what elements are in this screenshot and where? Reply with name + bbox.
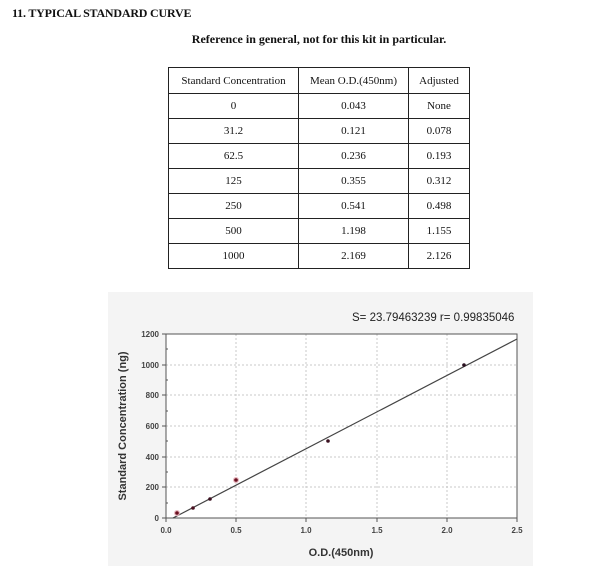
table-cell: 500 bbox=[169, 219, 299, 244]
subtitle: Reference in general, not for this kit in particular. bbox=[191, 32, 447, 46]
x-axis-label: O.D.(450nm) bbox=[308, 547, 374, 559]
y-tick-label: 0 bbox=[154, 514, 159, 523]
y-tick-label: 400 bbox=[145, 453, 159, 462]
table-cell: 250 bbox=[169, 194, 299, 219]
section-title: 11. TYPICAL STANDARD CURVE bbox=[12, 6, 192, 20]
table-cell: 0.121 bbox=[299, 119, 409, 144]
x-axis-tick-labels bbox=[160, 526, 523, 535]
y-tick-label: 600 bbox=[145, 422, 159, 431]
column-header: Adjusted bbox=[409, 68, 470, 94]
y-axis-tick-labels bbox=[141, 330, 159, 523]
data-point bbox=[462, 363, 466, 367]
x-tick-label: 2.0 bbox=[441, 526, 453, 535]
y-tick-label: 1200 bbox=[141, 330, 159, 339]
table-cell: 0.078 bbox=[409, 119, 470, 144]
table-cell: 125 bbox=[169, 169, 299, 194]
x-axis-ticks bbox=[166, 518, 517, 522]
x-tick-label: 1.0 bbox=[300, 526, 312, 535]
regression-equation: S= 23.79463239 r= 0.99835046 bbox=[352, 312, 515, 324]
x-tick-label: 0.0 bbox=[160, 526, 172, 535]
table-cell: 1.155 bbox=[409, 219, 470, 244]
table-cell: 2.126 bbox=[409, 244, 470, 269]
table-cell: 0.312 bbox=[409, 169, 470, 194]
table-cell: 0.236 bbox=[299, 144, 409, 169]
table-cell: 2.169 bbox=[299, 244, 409, 269]
table-cell: 0 bbox=[169, 94, 299, 119]
y-axis-label: Standard Concentration (ng) bbox=[117, 351, 129, 501]
x-tick-label: 0.5 bbox=[230, 526, 242, 535]
table-cell: 0.043 bbox=[299, 94, 409, 119]
table-cell: 1.198 bbox=[299, 219, 409, 244]
data-point bbox=[234, 478, 238, 482]
data-point bbox=[175, 511, 179, 515]
data-point bbox=[208, 497, 212, 501]
table-cell: 62.5 bbox=[169, 144, 299, 169]
column-header: Standard Concentration bbox=[169, 68, 299, 94]
table-cell: 0.541 bbox=[299, 194, 409, 219]
x-tick-label: 2.5 bbox=[511, 526, 523, 535]
y-tick-label: 200 bbox=[145, 483, 159, 492]
table-cell: None bbox=[409, 94, 470, 119]
y-tick-label: 800 bbox=[145, 391, 159, 400]
column-header: Mean O.D.(450nm) bbox=[299, 68, 409, 94]
data-point bbox=[191, 506, 195, 510]
table-cell: 0.498 bbox=[409, 194, 470, 219]
table-cell: 0.193 bbox=[409, 144, 470, 169]
data-point bbox=[326, 439, 330, 443]
table-cell: 31.2 bbox=[169, 119, 299, 144]
table-cell: 0.355 bbox=[299, 169, 409, 194]
y-tick-label: 1000 bbox=[141, 361, 159, 370]
x-tick-label: 1.5 bbox=[371, 526, 383, 535]
table-cell: 1000 bbox=[169, 244, 299, 269]
